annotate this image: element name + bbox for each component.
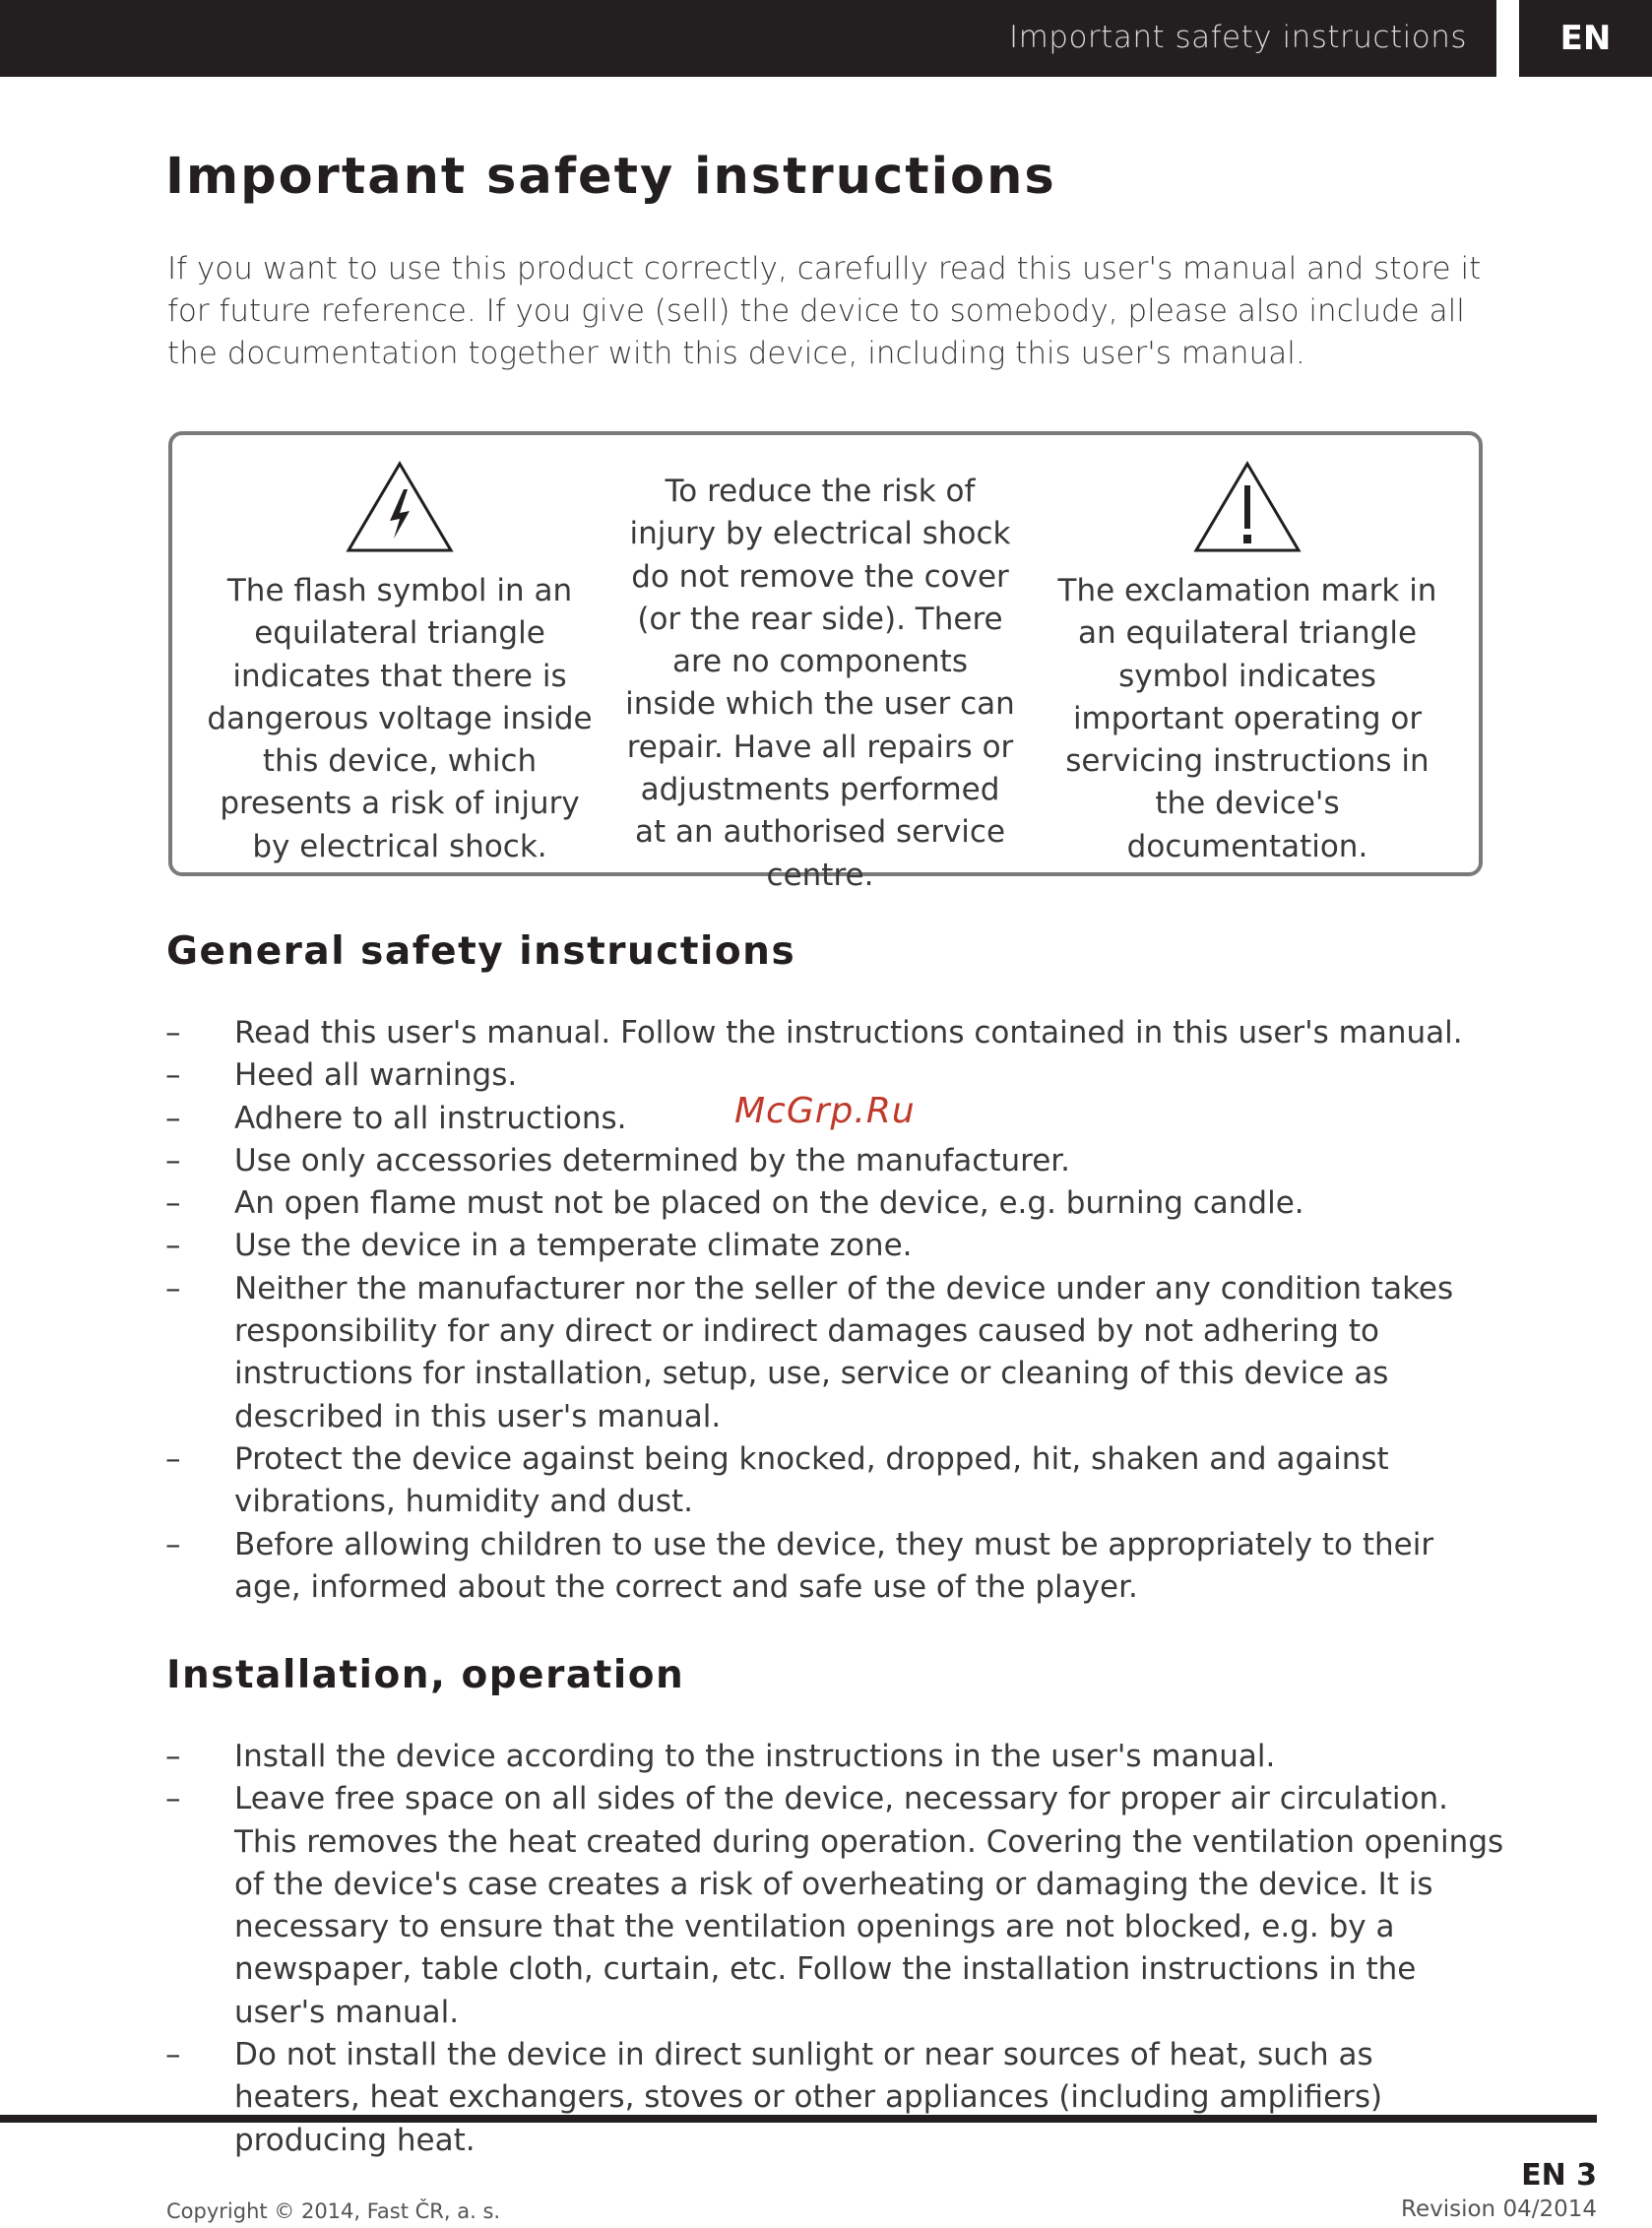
list-marker: – [165, 1526, 181, 1562]
list-marker: – [165, 1440, 181, 1477]
list-item: – An open flame must not be placed on the device, e.g. burning candle. [165, 1182, 1504, 1225]
watermark: McGrp.Ru [734, 1091, 916, 1131]
list-marker: – [165, 2037, 181, 2073]
list-marker: – [165, 1228, 181, 1264]
installation-list [165, 1736, 1504, 2162]
list-marker: – [165, 1739, 181, 1774]
list-item: – Install the device according to the instructions in the user's manual. [165, 1736, 1504, 1778]
list-marker: – [165, 1057, 181, 1094]
list-item: – Adhere to all instructions. [165, 1098, 1504, 1140]
list-marker: – [165, 1015, 181, 1050]
list-item: – Neither the manufacturer nor the seller of the device under any condition takes responsibility for any direct or indirect damages caused by not adhering to instructions for installation, setup, use, service or cleaning of this device as described in this user's manual. [165, 1268, 1504, 1438]
general-safety-heading: General safety instructions [166, 929, 796, 974]
list-marker: – [165, 1781, 181, 1817]
revision: Revision 04/2014 [1401, 2196, 1597, 2222]
page-number: EN 3 [1521, 2158, 1597, 2193]
lightning-warning-icon [345, 460, 455, 554]
footer-divider [0, 2115, 1597, 2123]
list-marker: – [165, 1185, 181, 1222]
language-tab: EN [1519, 0, 1652, 77]
list-marker: – [165, 1270, 181, 1306]
warning-box [168, 431, 1483, 893]
list-item: – Protect the device against being knocked, dropped, hit, shaken and against vibrations, humidity and dust. [165, 1438, 1504, 1524]
header-bar [0, 0, 1496, 77]
list-marker: – [165, 1100, 181, 1136]
exclamation-symbol-text: The exclamation mark in an equilateral triangle symbol indicates important operating or servicing instructions in the device's documentation. [1057, 573, 1437, 864]
list-item: – Use the device in a temperate climate zone. [165, 1225, 1504, 1267]
list-item: – Read this user's manual. Follow the instructions contained in this user's manual. [165, 1012, 1504, 1054]
copyright: Copyright © 2014, Fast ČR, a. s. [166, 2199, 501, 2223]
installation-heading: Installation, operation [166, 1653, 685, 1697]
list-item: – Use only accessories determined by the manufacturer. [165, 1140, 1504, 1182]
page-title: Important safety instructions [165, 148, 1056, 206]
flash-symbol-text: The flash symbol in an equilateral triangle indicates that there is dangerous voltage inside this device, which presents a risk of injury by electrical shock. [207, 573, 593, 864]
list-item: – Do not install the device in direct sunlight or near sources of heat, such as heaters, heat exchangers, stoves or other appliances (including amplifiers) producing heat. [165, 2034, 1504, 2162]
list-item: – Before allowing children to use the device, they must be appropriately to their age, informed about the correct and safe use of the player. [165, 1524, 1504, 1610]
list-marker: – [165, 1142, 181, 1178]
intro-paragraph: If you want to use this product correctly, carefully read this user's manual and store it for future reference. If you give (sell) the device to somebody, please also include all the documentation together with this device, including this user's manual. [167, 251, 1482, 371]
list-item: – Heed all warnings. [165, 1054, 1504, 1097]
exclamation-warning-icon [1192, 460, 1303, 554]
list-item: – Leave free space on all sides of the device, necessary for proper air circulation. This removes the heat created during operation. Covering the ventilation openings of the device's case creates a risk of overheating or damaging the device. It is necessary to ensure that the ventilation openings are not blocked, e.g. by a newspaper, table cloth, curtain, etc. Follow the installation instructions in the user's manual. [165, 1778, 1504, 2034]
cover-warning-text: To reduce the risk of injury by electrical shock do not remove the cover (or the rear side). There are no components inside which the user can repair. Have all repairs or adjustments performed at an authorised service centre. [625, 474, 1015, 893]
section-title: Important safety instructions [1008, 20, 1467, 55]
